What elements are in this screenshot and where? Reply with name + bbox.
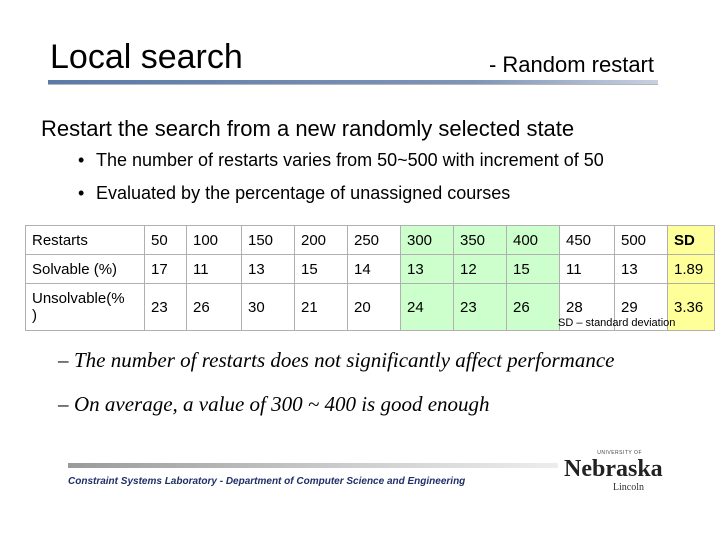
table-cell: 24 (401, 284, 454, 331)
table-cell: 250 (348, 226, 401, 255)
conclusion-item (58, 348, 615, 373)
table-cell: 13 (401, 255, 454, 284)
bullet-item (78, 183, 510, 204)
footer-text: Constraint Systems Laboratory - Department of Computer Science and Engineering (68, 476, 466, 487)
sd-value: 3.36 (668, 284, 715, 331)
bullet-text: Evaluated by the percentage of unassigned courses (96, 183, 511, 203)
bullet-text: The number of restarts varies from 50~500 with increment of 50 (96, 150, 604, 170)
table-cell: 100 (187, 226, 242, 255)
table-cell: 30 (242, 284, 295, 331)
bullet-item (78, 150, 604, 171)
bullet-dot-icon: • (78, 183, 85, 203)
table-row (26, 255, 715, 284)
table-row (26, 226, 715, 255)
sd-footnote: SD – standard deviation (558, 317, 676, 329)
sd-header: SD (668, 226, 715, 255)
dash-icon: – (58, 392, 69, 416)
sd-value: 1.89 (668, 255, 715, 284)
table-cell: 11 (187, 255, 242, 284)
table-cell: 29 (615, 284, 668, 331)
table-cell: 400 (507, 226, 560, 255)
table-cell: 14 (348, 255, 401, 284)
table-cell: 450 (560, 226, 615, 255)
bullet-dot-icon: • (78, 150, 85, 170)
table-cell: 11 (560, 255, 615, 284)
table-cell: 200 (295, 226, 348, 255)
table-cell: 300 (401, 226, 454, 255)
table-cell: 350 (454, 226, 507, 255)
logo-main-text: Nebraska (564, 456, 663, 482)
slide-subtitle: - Random restart (488, 52, 654, 77)
logo-sub-text: Lincoln (612, 482, 644, 493)
table-cell: 26 (507, 284, 560, 331)
logo-small-text: UNIVERSITY OF (597, 450, 642, 456)
table-cell: 12 (454, 255, 507, 284)
row-label: Solvable (%) (26, 255, 145, 284)
table-cell: 23 (145, 284, 187, 331)
row-label: Unsolvable(% ) (26, 284, 145, 331)
table-cell: 15 (507, 255, 560, 284)
table-cell: 28 (560, 284, 615, 331)
table-cell: 26 (187, 284, 242, 331)
table-cell: 500 (615, 226, 668, 255)
dash-icon: – (58, 348, 69, 372)
results-table (25, 225, 715, 331)
conclusion-item (58, 392, 490, 417)
table-cell: 20 (348, 284, 401, 331)
conclusion-text: The number of restarts does not significantly affect performance (74, 348, 615, 372)
title-underline (48, 80, 658, 85)
table-cell: 13 (615, 255, 668, 284)
table-cell: 13 (242, 255, 295, 284)
conclusion-text: On average, a value of 300 ~ 400 is good enough (74, 392, 490, 416)
main-point: Restart the search from a new randomly selected state (41, 116, 575, 141)
table-cell: 150 (242, 226, 295, 255)
footer-rule (68, 463, 558, 468)
row-label: Restarts (26, 226, 145, 255)
table-cell: 23 (454, 284, 507, 331)
table-cell: 15 (295, 255, 348, 284)
university-logo (564, 450, 663, 496)
table-cell: 50 (145, 226, 187, 255)
table-cell: 17 (145, 255, 187, 284)
table-cell: 21 (295, 284, 348, 331)
slide-title: Local search (50, 38, 243, 76)
